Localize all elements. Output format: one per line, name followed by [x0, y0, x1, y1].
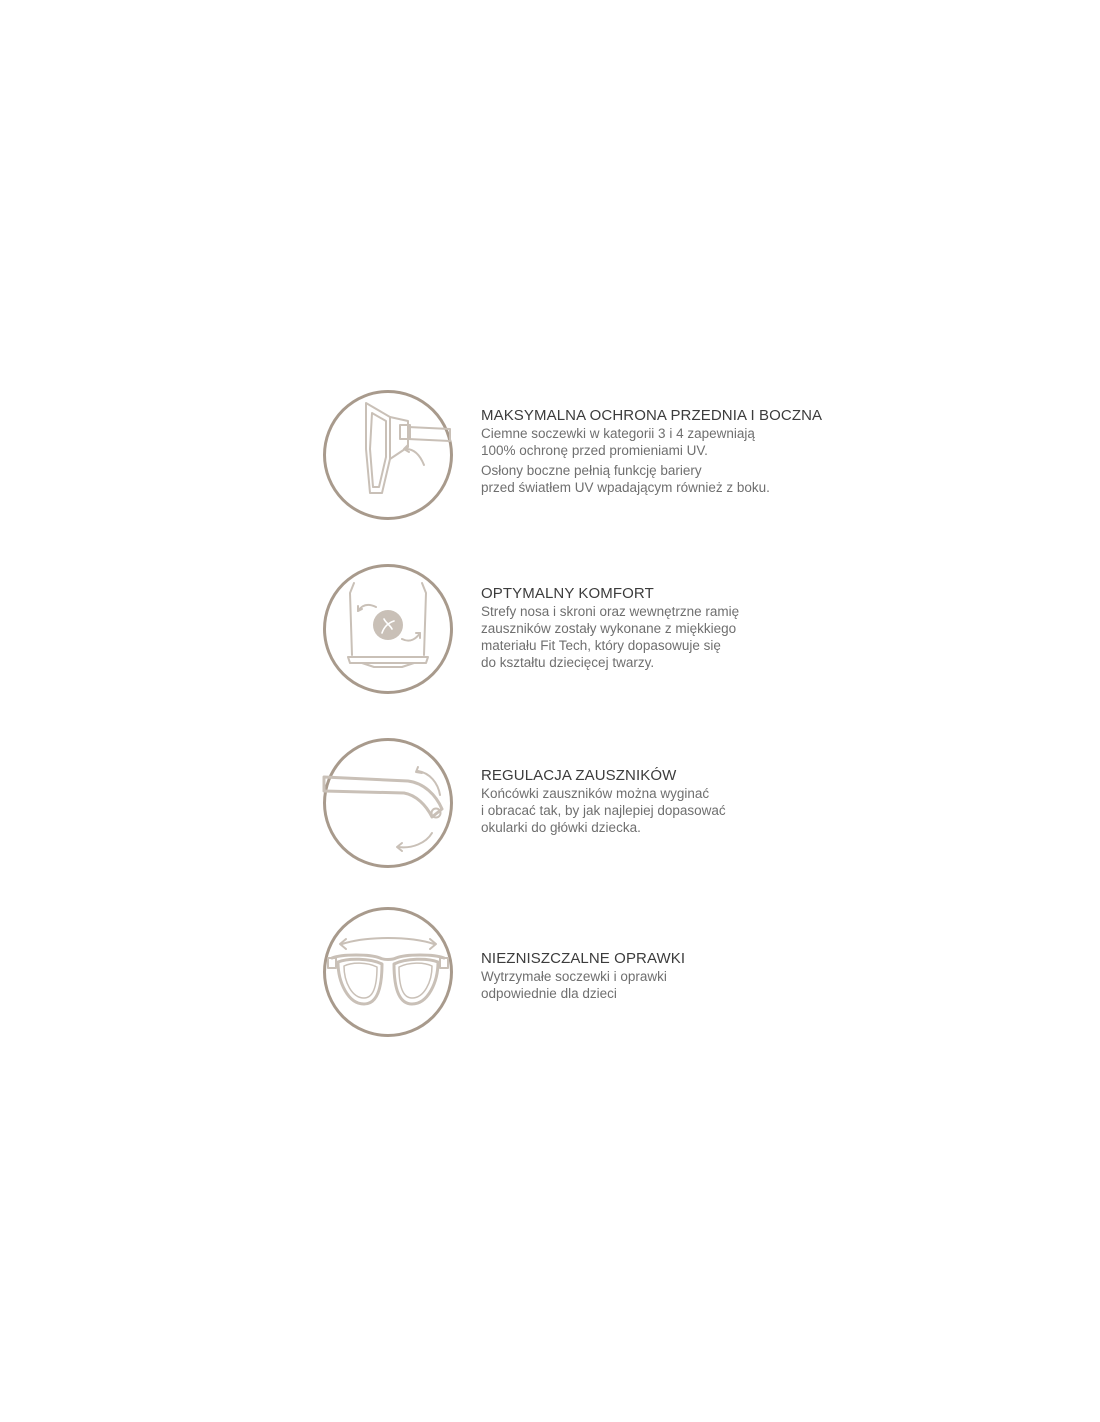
feature-body-line: Ciemne soczewki w kategorii 3 i 4 zapewniają [481, 426, 755, 441]
feature-body-line: zauszników zostały wykonane z miękkiego [481, 621, 737, 636]
feature-temple-adjustment [322, 737, 862, 869]
feature-body-line: i obracać tak, by jak najlepiej dopasować [481, 803, 726, 818]
feature-body-line: materiału Fit Tech, który dopasowuje się [481, 638, 721, 653]
feature-body-line: 100% ochronę przed promieniami UV. [481, 443, 708, 458]
feature-title: OPTYMALNY KOMFORT [481, 585, 654, 602]
feature-front-side-protection [322, 389, 862, 521]
temple-adjust-icon [322, 737, 454, 869]
feature-title: NIEZNISZCZALNE OPRAWKI [481, 950, 686, 967]
feature-body-line: Końcówki zauszników można wyginać [481, 786, 710, 801]
feature-text-block [481, 767, 861, 836]
feature-body-line: przed światłem UV wpadającym również z boku. [481, 480, 770, 495]
feature-body-line: Wytrzymałe soczewki i oprawki [481, 969, 667, 984]
feature-title: REGULACJA ZAUSZNIKÓW [481, 767, 677, 784]
flexible-frame-icon [322, 906, 454, 1038]
feature-body-line: okularki do główki dziecka. [481, 820, 641, 835]
feature-body-line: Osłony boczne pełnią funkcję bariery [481, 463, 702, 478]
feature-body-line: odpowiednie dla dzieci [481, 986, 617, 1001]
feature-body-line: do kształtu dziecięcej twarzy. [481, 655, 655, 670]
feature-text-block [481, 407, 861, 496]
feature-title: MAKSYMALNA OCHRONA PRZEDNIA I BOCZNA [481, 407, 823, 424]
feature-body-line: Strefy nosa i skroni oraz wewnętrzne ramię [481, 604, 740, 619]
sunglasses-side-shield-icon [322, 389, 454, 521]
feature-optimal-comfort [322, 563, 862, 695]
comfort-fit-icon [322, 563, 454, 695]
feature-text-block [481, 585, 861, 671]
feature-indestructible-frames [322, 906, 862, 1038]
feature-text-block [481, 950, 861, 1002]
